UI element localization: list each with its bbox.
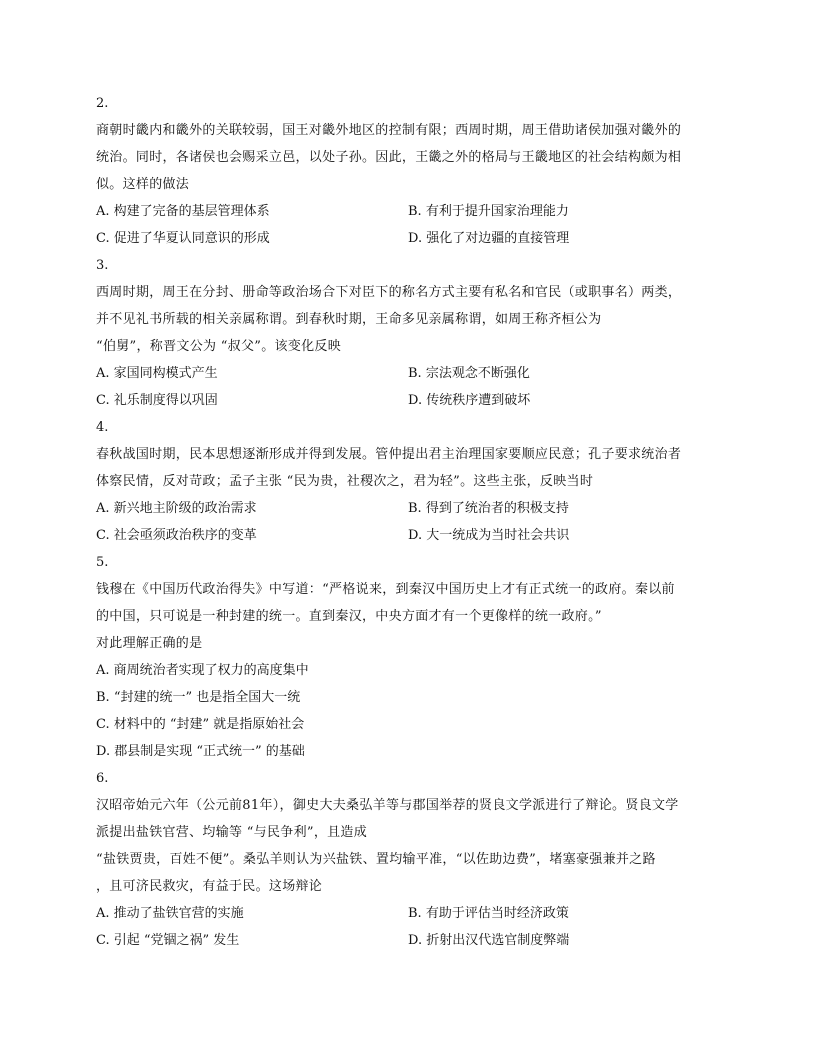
option-c: C. 促进了华夏认同意识的形成 <box>96 231 270 246</box>
options <box>96 900 720 954</box>
option-b: B. 有助于评估当时经济政策 <box>408 906 569 921</box>
option-b: B. “封建的统一” 也是指全国大一统 <box>96 690 301 705</box>
question-2 <box>96 90 720 252</box>
option-row <box>96 927 720 954</box>
question-stem-line: “伯舅”，称晋文公为 “叔父”。该变化反映 <box>96 339 342 354</box>
question-number: 5. <box>96 555 109 570</box>
options <box>96 198 720 252</box>
question-stem-line: 似。这样的做法 <box>96 177 190 192</box>
option-a: A. 家国同构模式产生 <box>96 366 218 381</box>
option-a: A. 构建了完备的基层管理体系 <box>96 204 270 219</box>
exam-page <box>96 90 720 954</box>
option-b: B. 得到了统治者的积极支持 <box>408 501 569 516</box>
question-stem-line: 派提出盐铁官营、均输等 “与民争利”，且造成 <box>96 825 368 840</box>
question-stem-line: “盐铁贾贵，百姓不便”。桑弘羊则认为兴盐铁、置均输平准，“以佐助边费”，堵塞豪强兼并之路 <box>96 852 656 867</box>
option-row <box>96 900 720 927</box>
option-row <box>96 522 720 549</box>
options <box>96 495 720 549</box>
question-stem-line: 钱穆在《中国历代政治得失》中写道：“严格说来，到秦汉中国历史上才有正式统一的政府。秦以前 <box>96 582 675 597</box>
question-stem-line: 对此理解正确的是 <box>96 636 203 651</box>
question-3 <box>96 252 720 414</box>
question-4 <box>96 414 720 549</box>
question-stem-line: 商朝时畿内和畿外的关联较弱，国王对畿外地区的控制有限；西周时期，周王借助诸侯加强对畿外的 <box>96 123 682 138</box>
question-number: 2. <box>96 96 109 111</box>
question-6 <box>96 765 720 954</box>
option-b: B. 有利于提升国家治理能力 <box>408 204 569 219</box>
option-b: B. 宗法观念不断强化 <box>408 366 530 381</box>
question-stem-line: 西周时期，周王在分封、册命等政治场合下对臣下的称名方式主要有私名和官民（或职事名）两类， <box>96 285 682 300</box>
question-stem-line: 体察民情，反对苛政；孟子主张 “民为贵，社稷次之，君为轻”。这些主张，反映当时 <box>96 474 594 489</box>
option-a: A. 商周统治者实现了权力的高度集中 <box>96 663 309 678</box>
question-stem-line: 并不见礼书所载的相关亲属称谓。到春秋时期，王命多见亲属称谓，如周王称齐桓公为 <box>96 312 602 327</box>
option-d: D. 折射出汉代选官制度弊端 <box>408 933 570 948</box>
option-row <box>96 198 720 225</box>
question-number: 4. <box>96 420 109 435</box>
option-row <box>96 495 720 522</box>
question-stem-line: ，且可济民救灾，有益于民。这场辩论 <box>96 879 323 894</box>
option-a: A. 新兴地主阶级的政治需求 <box>96 501 257 516</box>
option-row <box>96 360 720 387</box>
option-row <box>96 387 720 414</box>
option-d: D. 大一统成为当时社会共识 <box>408 528 570 543</box>
question-stem-line: 的中国，只可说是一种封建的统一。直到秦汉，中央方面才有一个更像样的统一政府。” <box>96 609 602 624</box>
option-c: C. 社会亟须政治秩序的变革 <box>96 528 257 543</box>
option-row <box>96 225 720 252</box>
options <box>96 360 720 414</box>
question-number: 3. <box>96 258 109 273</box>
question-5 <box>96 549 720 765</box>
option-c: C. 礼乐制度得以巩固 <box>96 393 218 408</box>
option-a: A. 推动了盐铁官营的实施 <box>96 906 244 921</box>
option-d: D. 郡县制是实现 “正式统一” 的基础 <box>96 744 305 759</box>
option-d: D. 强化了对边疆的直接管理 <box>408 231 570 246</box>
question-number: 6. <box>96 771 109 786</box>
question-stem-line: 春秋战国时期，民本思想逐渐形成并得到发展。管仲提出君主治理国家要顺应民意；孔子要求统治者 <box>96 447 682 462</box>
option-d: D. 传统秩序遭到破坏 <box>408 393 531 408</box>
options <box>96 657 720 765</box>
question-stem-line: 汉昭帝始元六年（公元前81年），御史大夫桑弘羊等与郡国举荐的贤良文学派进行了辩论。贤良文学 <box>96 798 679 813</box>
question-stem-line: 统治。同时，各诸侯也会赐采立邑，以处子孙。因此，王畿之外的格局与王畿地区的社会结构颇为相 <box>96 150 682 165</box>
option-c: C. 材料中的 “封建” 就是指原始社会 <box>96 717 305 732</box>
option-c: C. 引起 “党锢之祸” 发生 <box>96 933 240 948</box>
